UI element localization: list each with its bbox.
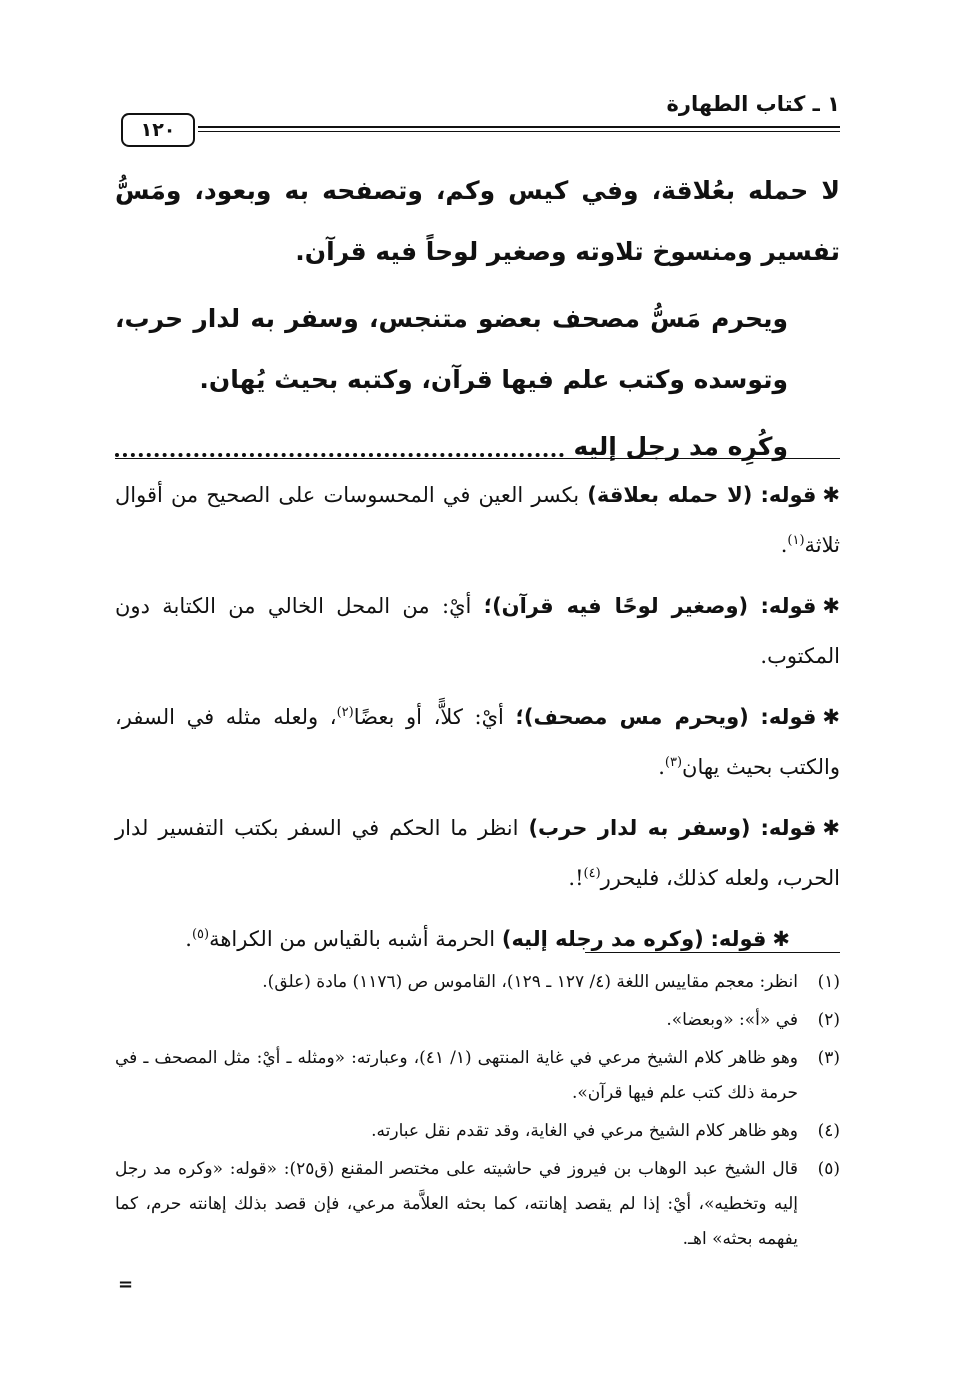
footnotes [115,965,840,1260]
commentary-entry [115,803,840,903]
footnote-number: (٣) [817,1048,840,1068]
main-text [115,160,840,477]
entry-quote: (وصغير لوحًا فيه قرآن)؛ [483,594,749,618]
entry-text: انظر ما الحكم في السفر بكتب التفسير لدار الحرب، ولعله كذلك، فليحرر [115,816,840,890]
entry-quote: (وسفر به لدار حرب) [528,816,751,840]
footnote-text: قال الشيخ عبد الوهاب بن فيروز في حاشيته على مختصر المقنع (ق٢٥): «قوله: «وكره مد رجل إليه وتخطيه»، أيْ: إذا لم يقصد إهانته، كما بحثه العلاَّمة مرعي، فإن قصد بذلك إهانته حرم، كما يفهمه بحثه» اهـ. [115,1159,798,1249]
footnote [115,965,840,1000]
footnote-text: وهو ظاهر كلام الشيخ مرعي في الغاية، وقد تقدم نقل عبارته. [371,1121,798,1141]
entry-quote: (وكره مد رجله إليه) [501,927,704,951]
entry-end: . [658,755,665,779]
entry-end: . [760,644,768,668]
footnote-ref: (٥) [191,927,210,942]
entry-text-continued: ، ولعله مثله في السفر، والكتب بحيث يهان [115,705,840,779]
entry-label: قوله: [760,816,817,840]
footnote [115,1041,840,1111]
header-rule-thin [198,131,840,132]
footnote-ref: (٣) [664,755,683,770]
entry-end: . [780,533,788,557]
continuation-mark: = [118,1274,134,1295]
entry-text: بكسر العين في المحسوسات على الصحيح من أقوال ثلاثة [115,483,840,557]
footnote-ref: (٢) [336,705,354,720]
entry-end: !. [568,866,584,890]
footnote-number: (٢) [817,1010,840,1030]
footnote-number: (٤) [817,1121,840,1141]
commentary-entry [115,581,840,681]
footnote-ref: (٤) [583,866,601,881]
footnote [115,1114,840,1149]
entry-text: الحرمة أشبه بالقياس من الكراهة [209,927,496,951]
footnote-number: (١) [817,972,840,992]
commentary-entry [115,914,840,964]
footnote-text: في «أ»: «وبعضا». [666,1010,798,1030]
footnote-number: (٥) [817,1159,840,1179]
footnote-ref: (١) [787,533,805,548]
entry-end: . [185,927,192,951]
entry-label: قوله: [760,705,817,729]
matn-last-line [115,416,840,477]
entry-label: قوله: [710,927,767,951]
star-marker: ✱ [822,594,840,618]
entry-label: قوله: [760,594,817,618]
commentary-entry [115,692,840,792]
header-rule [198,126,840,128]
commentary-entry [115,470,840,570]
separator-rule [115,458,840,459]
page-number: ١٢٠ [121,113,195,147]
matn-paragraph: لا حمله بعُلاقة، وفي كيس وكم، وتصفحه به وبعود، ومَسُّ تفسير ومنسوخ تلاوته وصغير لوحاً فيه قرآن. [115,176,840,266]
entry-label: قوله: [760,483,817,507]
matn-last-text: وكُرِه مد رجل إليه [573,432,788,461]
star-marker: ✱ [772,927,790,951]
entry-quote: (لا حمله بعلاقة) [587,483,753,507]
entry-text: أيْ: من المحل الخالي من الكتابة دون المكتوب [115,594,840,668]
footnote-rule [585,952,840,953]
running-title: ١ ـ كتاب الطهارة [666,92,840,116]
star-marker: ✱ [822,483,840,507]
star-marker: ✱ [822,705,840,729]
footnote [115,1152,840,1257]
dotted-leader [115,453,564,457]
footnote-text: انظر: معجم مقاييس اللغة (٤/ ١٢٧ ـ ١٢٩)، القاموس ص (١١٧٦) مادة (علق). [262,972,798,992]
footnote [115,1003,840,1038]
entry-quote: (ويحرم مس مصحف)؛ [515,705,749,729]
star-marker: ✱ [822,816,840,840]
footnote-text: وهو ظاهر كلام الشيخ مرعي في غاية المنتهى (١/ ٤١)، وعبارته: «ومثله ـ أيْ: مثل المصحف ـ في حرمة ذلك كتب علم فيها قرآن». [115,1048,798,1103]
entry-text: أيْ: كلاًّ، أو بعضًا [353,705,504,729]
commentary [115,470,840,975]
matn-paragraph: ويحرم مَسُّ مصحف بعضو متنجس، وسفر به لدار حرب، وتوسده وكتب علم فيها قرآن، وكتبه بحيث يُهان. [115,304,788,394]
